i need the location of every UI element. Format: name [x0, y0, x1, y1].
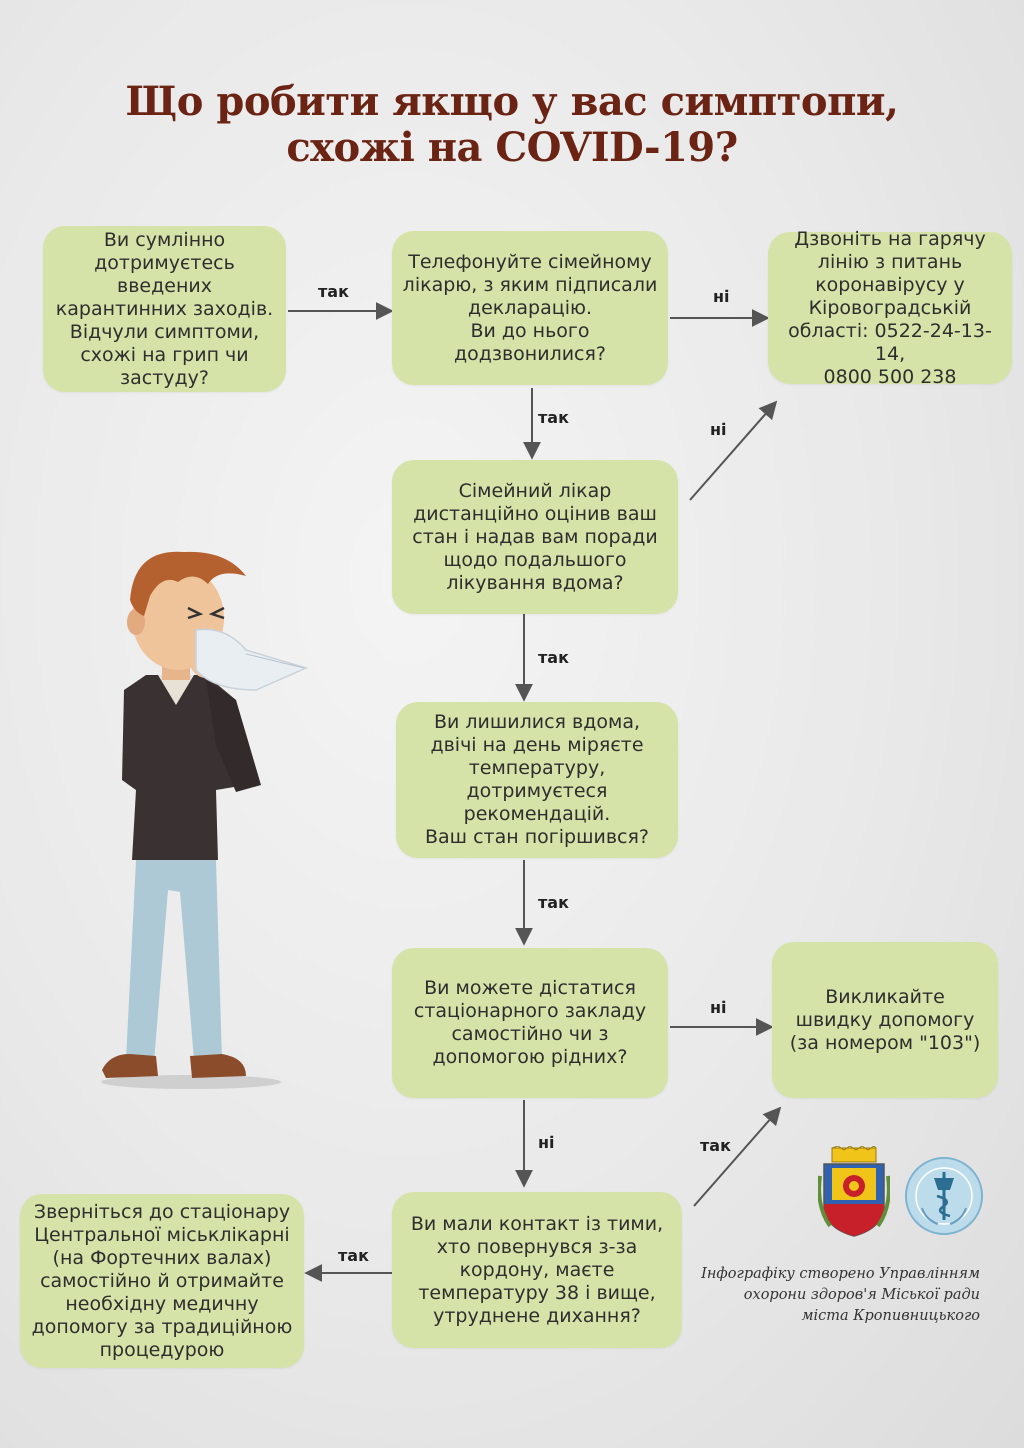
- label-yes-1: так: [318, 282, 349, 301]
- label-yes-6: так: [338, 1246, 369, 1265]
- city-coat-of-arms-icon: [818, 1146, 890, 1238]
- label-yes-5: так: [700, 1136, 731, 1155]
- node-contact: [392, 1192, 682, 1348]
- node-ambulance-text: Викликайте швидку допомогу (за номером "103"): [789, 985, 981, 1054]
- node-contact-text: Ви мали контакт із тими, хто повернувся з-за кордону, маєте температуру 38 і вище, утруднене дихання?: [410, 1212, 664, 1327]
- sneezing-man-illustration: [96, 530, 326, 1090]
- node-stayed-home-text: Ви лишилися вдома, двічі на день міряєте температуру, дотримуєтеся рекомендацій. Ваш стан погіршився?: [425, 711, 649, 848]
- node-call-doctor: [392, 231, 668, 385]
- label-yes-3: так: [538, 648, 569, 667]
- node-hospital: [20, 1194, 304, 1368]
- credit-text: Інфографіку створено Управлінням охорони здоров'я Міської ради міста Кропивницького: [701, 1266, 980, 1324]
- label-no-4: ні: [538, 1133, 555, 1152]
- node-reach-hospital-text: Ви можете дістатися стаціонарного закладу самостійно чи з допомогою рідних?: [413, 977, 647, 1068]
- arrow-contact-to-ambulance: [694, 1108, 780, 1206]
- arrow-assessed-to-hotline: [690, 402, 776, 500]
- medical-caduceus-icon: [904, 1156, 984, 1236]
- node-hotline: [768, 227, 1012, 388]
- page-title-line-1: Що робити якщо у вас симптопи,: [125, 78, 899, 125]
- page-title-line-2: схожі на COVID-19?: [286, 124, 738, 171]
- label-yes-2: так: [538, 408, 569, 427]
- label-no-2: ні: [710, 420, 727, 439]
- node-reach-hospital: [392, 948, 668, 1098]
- label-no-3: ні: [710, 998, 727, 1017]
- node-stayed-home: [396, 702, 678, 858]
- node-doctor-assessed-text: Сімейний лікар дистанційно оцінив ваш стан і надав вам поради щодо подальшого лікування вдома?: [412, 479, 658, 594]
- node-doctor-assessed: [392, 460, 678, 614]
- label-no-1: ні: [713, 287, 730, 306]
- node-hospital-text: Зверніться до стаціонару Центральної міськлікарні (на Фортечних валах) самостійно й отримайте необхідну медичну допомогу за традиційною процедурою: [31, 1200, 293, 1361]
- node-ambulance: [772, 942, 998, 1098]
- node-hotline-text: Дзвоніть на гарячу лінію з питань коронавірусу у Кіровоградській області: 0522-24-13-14, 0800 500 238: [788, 227, 992, 388]
- label-yes-4: так: [538, 893, 569, 912]
- node-call-doctor-text: Телефонуйте сімейному лікарю, з яким підписали декларацію. Ви до нього додзвонилися?: [402, 250, 658, 365]
- node-quarantine: [43, 226, 286, 392]
- node-quarantine-text: Ви сумлінно дотримуєтесь введених карантинних заходів. Відчули симптоми, схожі на грип чи застуду?: [55, 228, 274, 389]
